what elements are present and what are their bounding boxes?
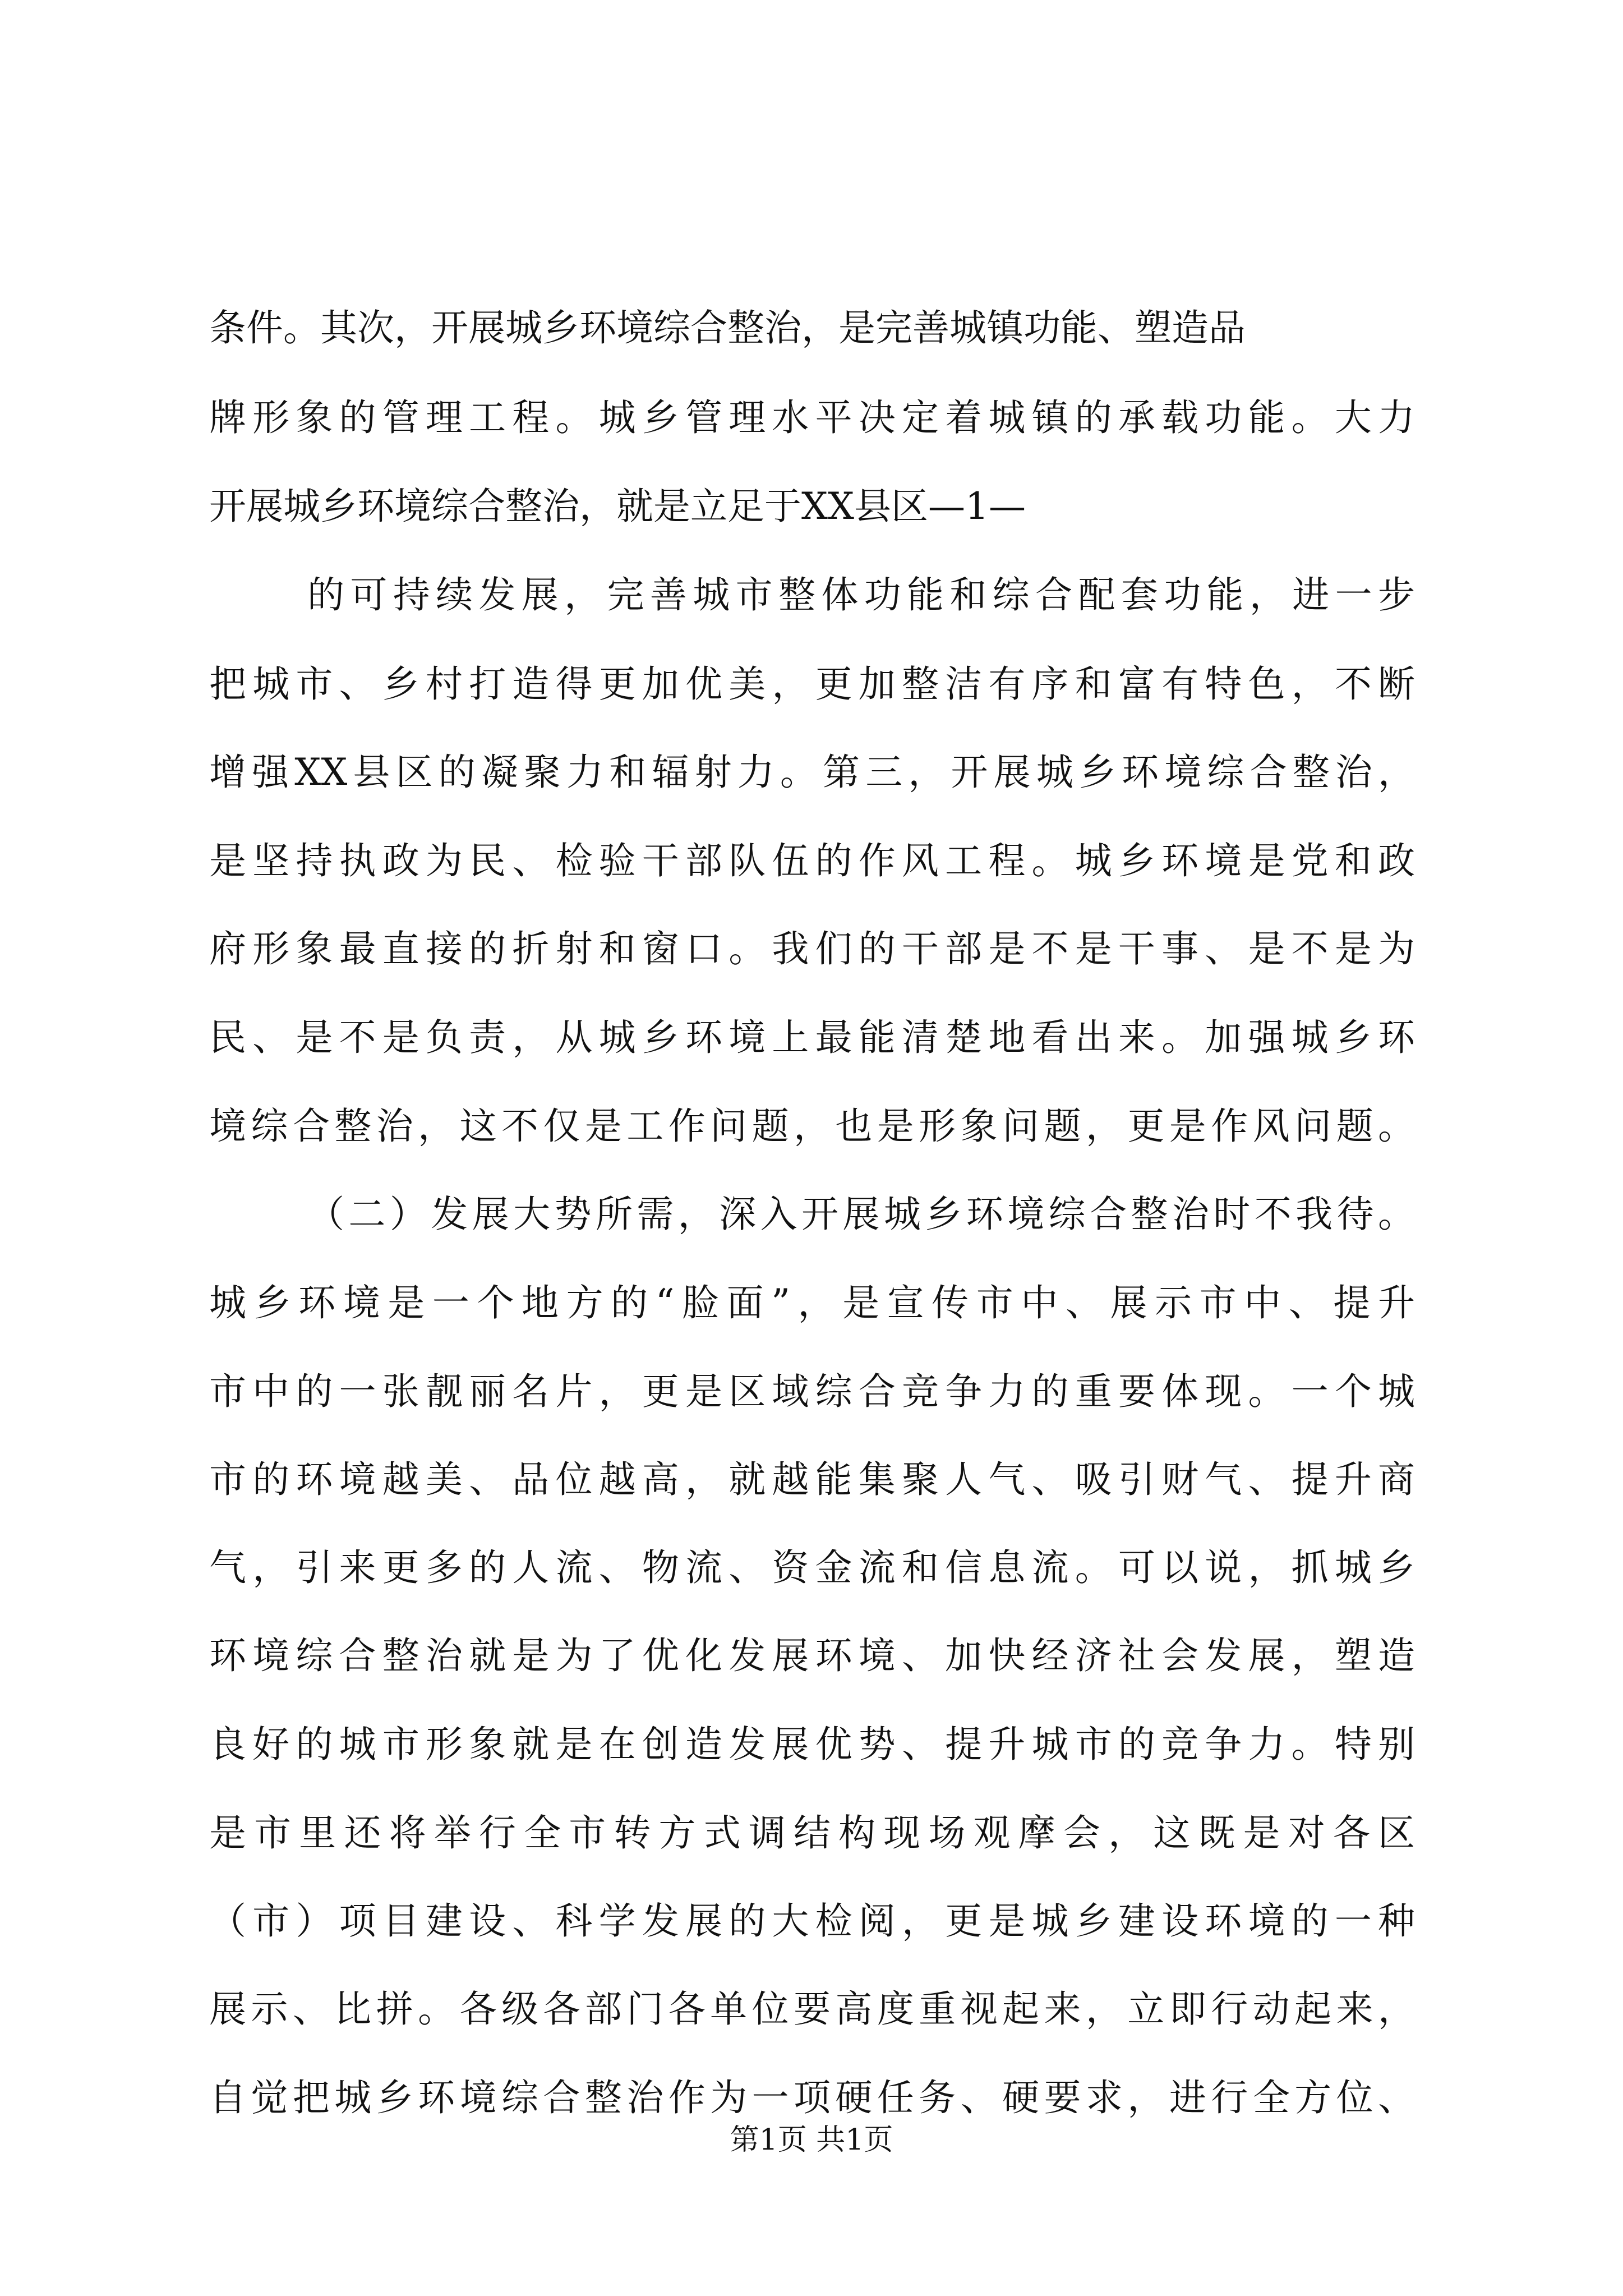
text-line-18: 是市里还将举行全市转方式调结构现场观摩会，这既是对各区	[209, 1811, 1415, 1855]
text-line-21: 自觉把城乡环境综合整治作为一项硬任务、硬要求，进行全方位、	[209, 2076, 1415, 2119]
text-line-19: （市）项目建设、科学发展的大检阅，更是城乡建设环境的一种	[209, 1899, 1415, 1943]
text-line-2: 牌形象的管理工程。城乡管理水平决定着城镇的承载功能。大力	[209, 396, 1415, 439]
text-line-11: （二）发展大势所需，深入开展城乡环境综合整治时不我待。	[307, 1193, 1415, 1236]
text-line-9: 民、是不是负责，从城乡环境上最能清楚地看出来。加强城乡环	[209, 1016, 1415, 1059]
text-line-10: 境综合整治，这不仅是工作问题，也是形象问题，更是作风问题。	[209, 1105, 1415, 1148]
text-line-4: 的可持续发展，完善城市整体功能和综合配套功能，进一步	[307, 573, 1415, 616]
text-line-15: 气，引来更多的人流、物流、资金流和信息流。可以说，抓城乡	[209, 1546, 1415, 1589]
text-line-1: 条件。其次，开展城乡环境综合整治，是完善城镇功能、塑造品	[209, 306, 1246, 349]
text-line-16: 环境综合整治就是为了优化发展环境、加快经济社会发展，塑造	[209, 1634, 1415, 1677]
text-line-6: 增强XX县区的凝聚力和辐射力。第三，开展城乡环境综合整治，	[209, 751, 1415, 794]
text-line-7: 是坚持执政为民、检验干部队伍的作风工程。城乡环境是党和政	[209, 839, 1415, 882]
text-line-13: 市中的一张靓丽名片，更是区域综合竞争力的重要体现。一个城	[209, 1370, 1415, 1413]
text-line-14: 市的环境越美、品位越高，就越能集聚人气、吸引财气、提升商	[209, 1458, 1415, 1501]
text-line-8: 府形象最直接的折射和窗口。我们的干部是不是干事、是不是为	[209, 927, 1415, 970]
text-line-3: 开展城乡环境综合整治，就是立足于XX县区—1—	[209, 485, 1026, 528]
text-line-12: 城乡环境是一个地方的“脸面”，是宣传市中、展示市中、提升	[209, 1281, 1415, 1324]
text-line-17: 良好的城市形象就是在创造发展优势、提升城市的竞争力。特别	[209, 1723, 1415, 1766]
page-footer: 第1页 共1页	[730, 2123, 893, 2157]
text-line-5: 把城市、乡村打造得更加优美，更加整洁有序和富有特色，不断	[209, 662, 1415, 706]
text-line-20: 展示、比拼。各级各部门各单位要高度重视起来，立即行动起来，	[209, 1987, 1415, 2031]
